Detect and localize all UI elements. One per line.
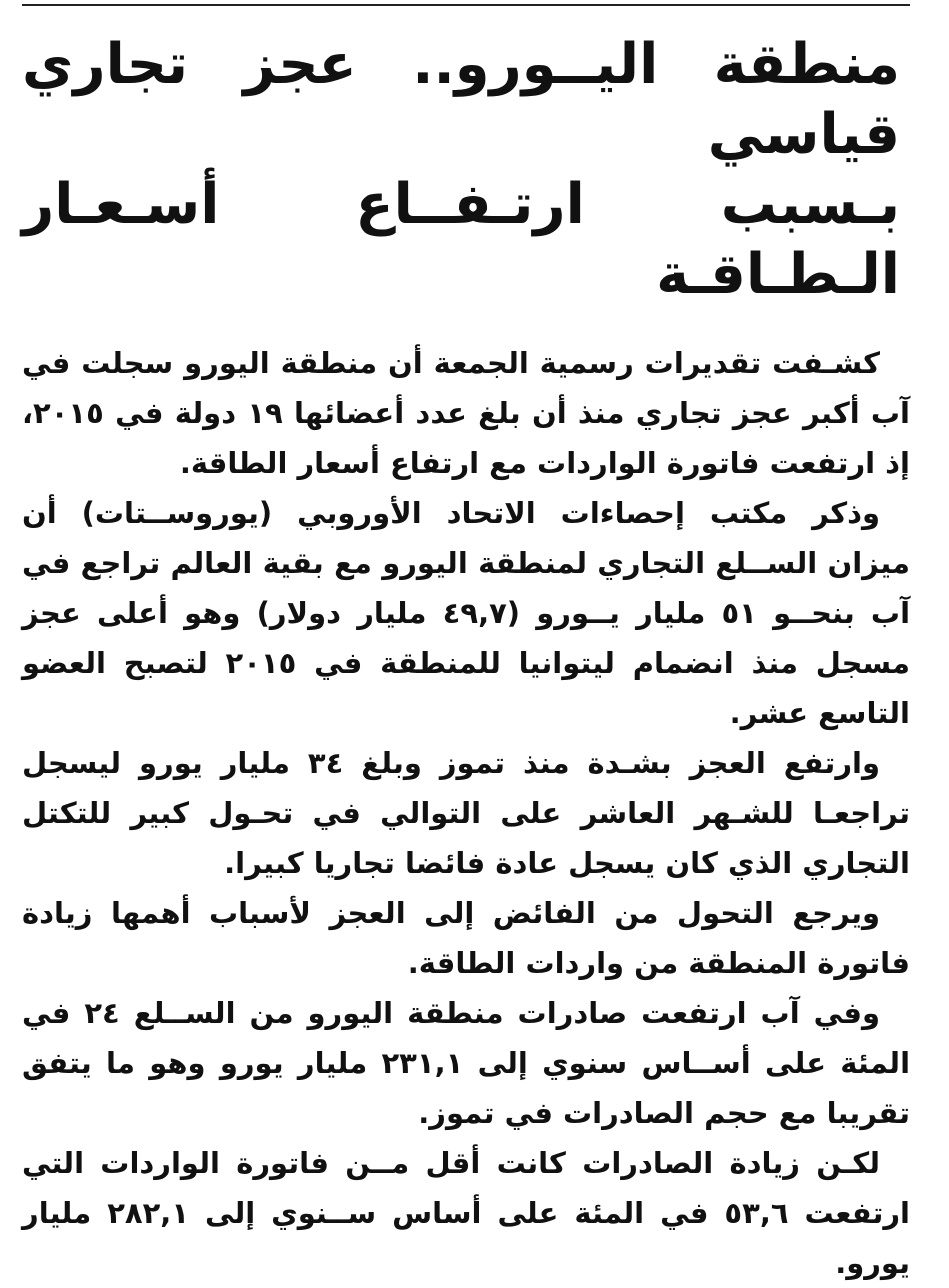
top-rule: [22, 4, 910, 6]
paragraph-3: وارتفع العجز بشـدة منذ تموز وبلغ ٣٤ مليار يورو ليسجل تراجعـا للشـهر العاشر على التوالي في تحـول كبير للتكتل التجاري الذي كان يسجل عادة فائضا تجاريا كبيرا.: [22, 746, 910, 880]
headline-line-2: بـسبب ارتـفــاع أسـعـار الـطـاقـة: [22, 172, 900, 307]
paragraph-4: ويرجع التحول من الفائض إلى العجز لأسباب أهمها زيادة فاتورة المنطقة من واردات الطاقة.: [22, 896, 910, 980]
news-article: [22, 30, 910, 1288]
paragraph-2: وذكر مكتب إحصاءات الاتحاد الأوروبي (يوروســتات) أن ميزان الســلع التجاري لمنطقة اليورو مع بقية العالم تراجع في آب بنحــو ٥١ مليار يــورو (٤٩,٧ مليار دولار) وهو أعلى عجز مسجل منذ انضمام ليتوانيا للمنطقة في ٢٠١٥ لتصبح العضو التاسع عشر.: [22, 496, 911, 730]
paragraph-6: لكـن زيادة الصادرات كانت أقل مــن فاتورة الواردات التي ارتفعت ٥٣,٦ في المئة على أساس ســنوي إلى ٢٨٢,١ مليار يورو.: [22, 1146, 910, 1280]
paragraph-1: كشـفت تقديرات رسمية الجمعة أن منطقة اليورو سجلت في آب أكبر عجز تجاري منذ أن بلغ عدد أعضائها ١٩ دولة في ٢٠١٥، إذ ارتفعت فاتورة الواردات مع ارتفاع أسعار الطاقة.: [22, 346, 910, 480]
headline-line-1: منطقة اليــورو.. عجز تجاري قياسي: [22, 32, 900, 167]
paragraph-5: وفي آب ارتفعت صادرات منطقة اليورو من الســلع ٢٤ في المئة على أســاس سنوي إلى ٢٣١,١ مليار يورو وهو ما يتفق تقريبا مع حجم الصادرات في تموز.: [22, 996, 911, 1130]
headline: [22, 30, 910, 310]
article-body: [22, 338, 910, 1288]
